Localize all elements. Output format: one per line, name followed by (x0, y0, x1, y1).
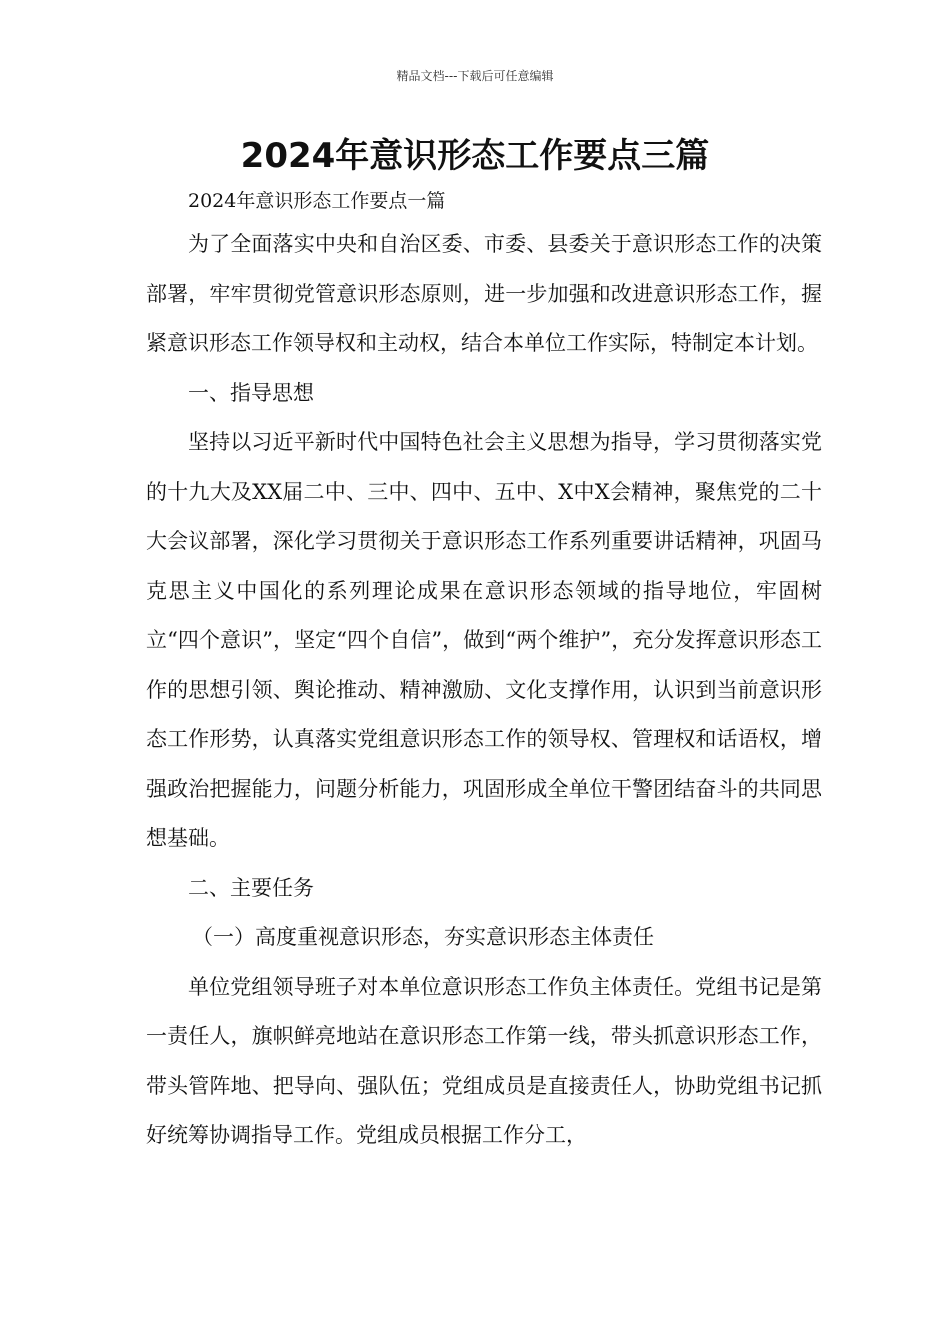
section-1-paragraph: 坚持以习近平新时代中国特色社会主义思想为指导，学习贯彻落实党的十九大及XX届二中、三中、四中、五中、X中X会精神，聚焦党的二十大会议部署，深化学习贯彻关于意识形态工作系列重要讲话精神，巩固马克思主义中国化的系列理论成果在意识形态领域的指导地位，牢固树立“四个意识”，坚定“四个自信”，做到“两个维护”，充分发挥意识形态工作的思想引领、舆论推动、精神激励、文化支撑作用，认识到当前意识形态工作形势，认真落实党组意识形态工作的领导权、管理权和话语权，增强政治把握能力，问题分析能力，巩固形成全单位干警团结奋斗的共同思想基础。 (146, 430, 822, 850)
document-title: 2024年意识形态工作要点三篇 (240, 136, 710, 176)
document-body (146, 182, 822, 1161)
section-2-paragraph: 单位党组领导班子对本单位意识形态工作负主体责任。党组书记是第一责任人，旗帜鲜亮地站在意识形态工作第一线，带头抓意识形态工作，带头管阵地、把导向、强队伍；党组成员是直接责任人，协助党组书记抓好统筹协调指导工作。党组成员根据工作分工， (146, 974, 822, 1147)
section-1-heading: 一、指导思想 (188, 380, 314, 405)
document-subtitle: 2024年意识形态工作要点一篇 (188, 190, 446, 212)
header-note: 精品文档---下载后可任意编辑 (396, 69, 554, 83)
section-2-heading: 二、主要任务 (188, 875, 314, 900)
section-2-subheading: （一）高度重视意识形态，夯实意识形态主体责任 (192, 925, 654, 949)
intro-paragraph: 为了全面落实中央和自治区委、市委、县委关于意识形态工作的决策部署，牢牢贯彻党管意识形态原则，进一步加强和改进意识形态工作，握紧意识形态工作领导权和主动权，结合本单位工作实际，特制定本计划。 (146, 232, 822, 355)
